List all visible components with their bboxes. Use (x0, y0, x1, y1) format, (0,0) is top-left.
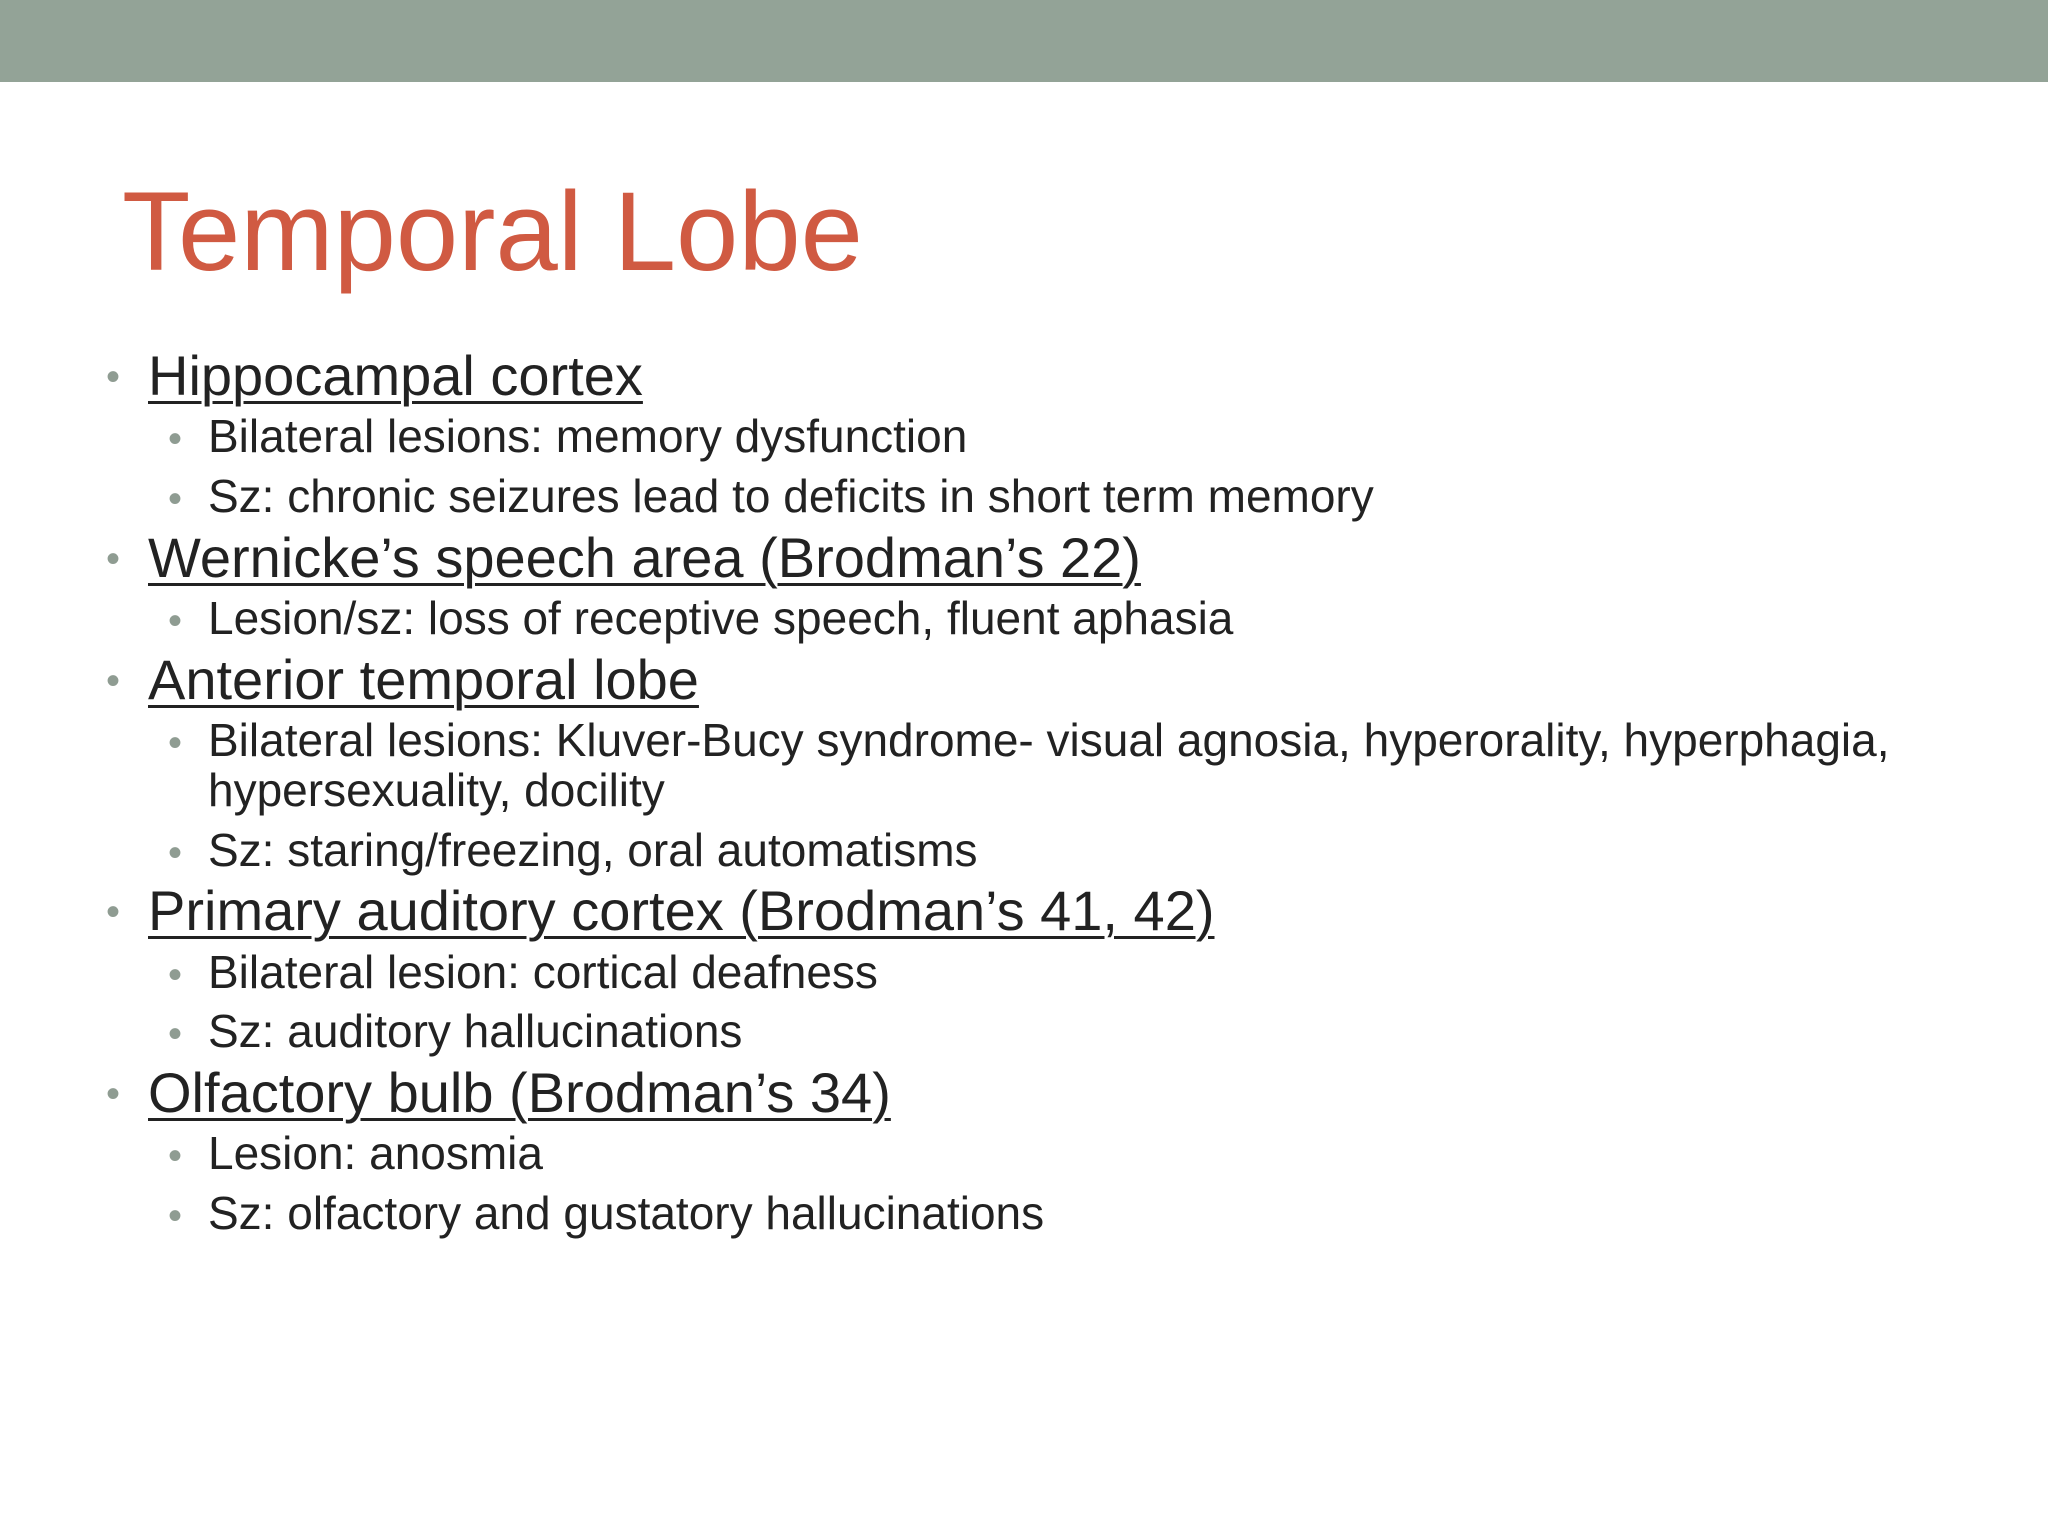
point-text: Sz: auditory hallucinations (208, 1005, 743, 1058)
bullet-icon: • (168, 599, 183, 644)
bullet-icon: • (168, 1134, 183, 1179)
bullet-icon: • (168, 1012, 183, 1057)
point-text: Bilateral lesions: Kluver-Bucy syndrome- visual agnosia, hyperorality, hyperphagia, hypersexuality, docility (208, 714, 1890, 816)
section-point (106, 823, 1986, 876)
bullet-icon: • (106, 355, 121, 399)
section-point (106, 1007, 1986, 1057)
section-heading: Anterior temporal lobe (148, 647, 699, 711)
section-hippocampal-cortex (106, 344, 1986, 408)
section-heading: Olfactory bulb (Brodman’s 34) (148, 1060, 891, 1124)
bullet-icon: • (168, 1194, 183, 1238)
section-heading: Hippocampal cortex (148, 344, 643, 407)
point-text: Bilateral lesions: memory dysfunction (208, 410, 968, 463)
point-text: Lesion/sz: loss of receptive speech, fluent aphasia (208, 592, 1234, 645)
section-heading: Primary auditory cortex (Brodman’s 41, 42) (148, 879, 1215, 943)
section-heading: Wernicke’s speech area (Brodman’s 22) (148, 525, 1141, 589)
section-point (106, 1189, 1986, 1239)
point-text: Sz: chronic seizures lead to deficits in short term memory (208, 470, 1374, 523)
section-olfactory-bulb (106, 1061, 1986, 1125)
section-point (106, 716, 1986, 815)
section-point (106, 945, 1986, 998)
point-text: Sz: staring/freezing, oral automatisms (208, 823, 978, 876)
section-anterior-temporal-lobe (106, 648, 1986, 712)
point-text: Bilateral lesion: cortical deafness (208, 945, 878, 998)
section-point (106, 472, 1986, 522)
bullet-icon: • (106, 1071, 121, 1116)
bullet-icon: • (168, 721, 183, 766)
bullet-icon: • (168, 830, 183, 875)
section-point (106, 412, 1986, 462)
section-point (106, 1129, 1986, 1179)
bullet-icon: • (168, 477, 183, 522)
bullet-icon: • (168, 952, 183, 997)
slide-content (106, 340, 1986, 1239)
bullet-icon: • (168, 417, 183, 462)
bullet-icon: • (106, 890, 121, 935)
point-text: Sz: olfactory and gustatory hallucinations (208, 1187, 1045, 1239)
bullet-icon: • (106, 658, 121, 703)
section-primary-auditory-cortex (106, 879, 1986, 943)
slide-title: Temporal Lobe (122, 169, 863, 294)
section-wernickes-area (106, 526, 1986, 590)
point-text: Lesion: anosmia (208, 1127, 543, 1180)
top-accent-bar (0, 0, 2048, 82)
section-point (106, 594, 1986, 644)
bullet-icon: • (106, 536, 121, 581)
